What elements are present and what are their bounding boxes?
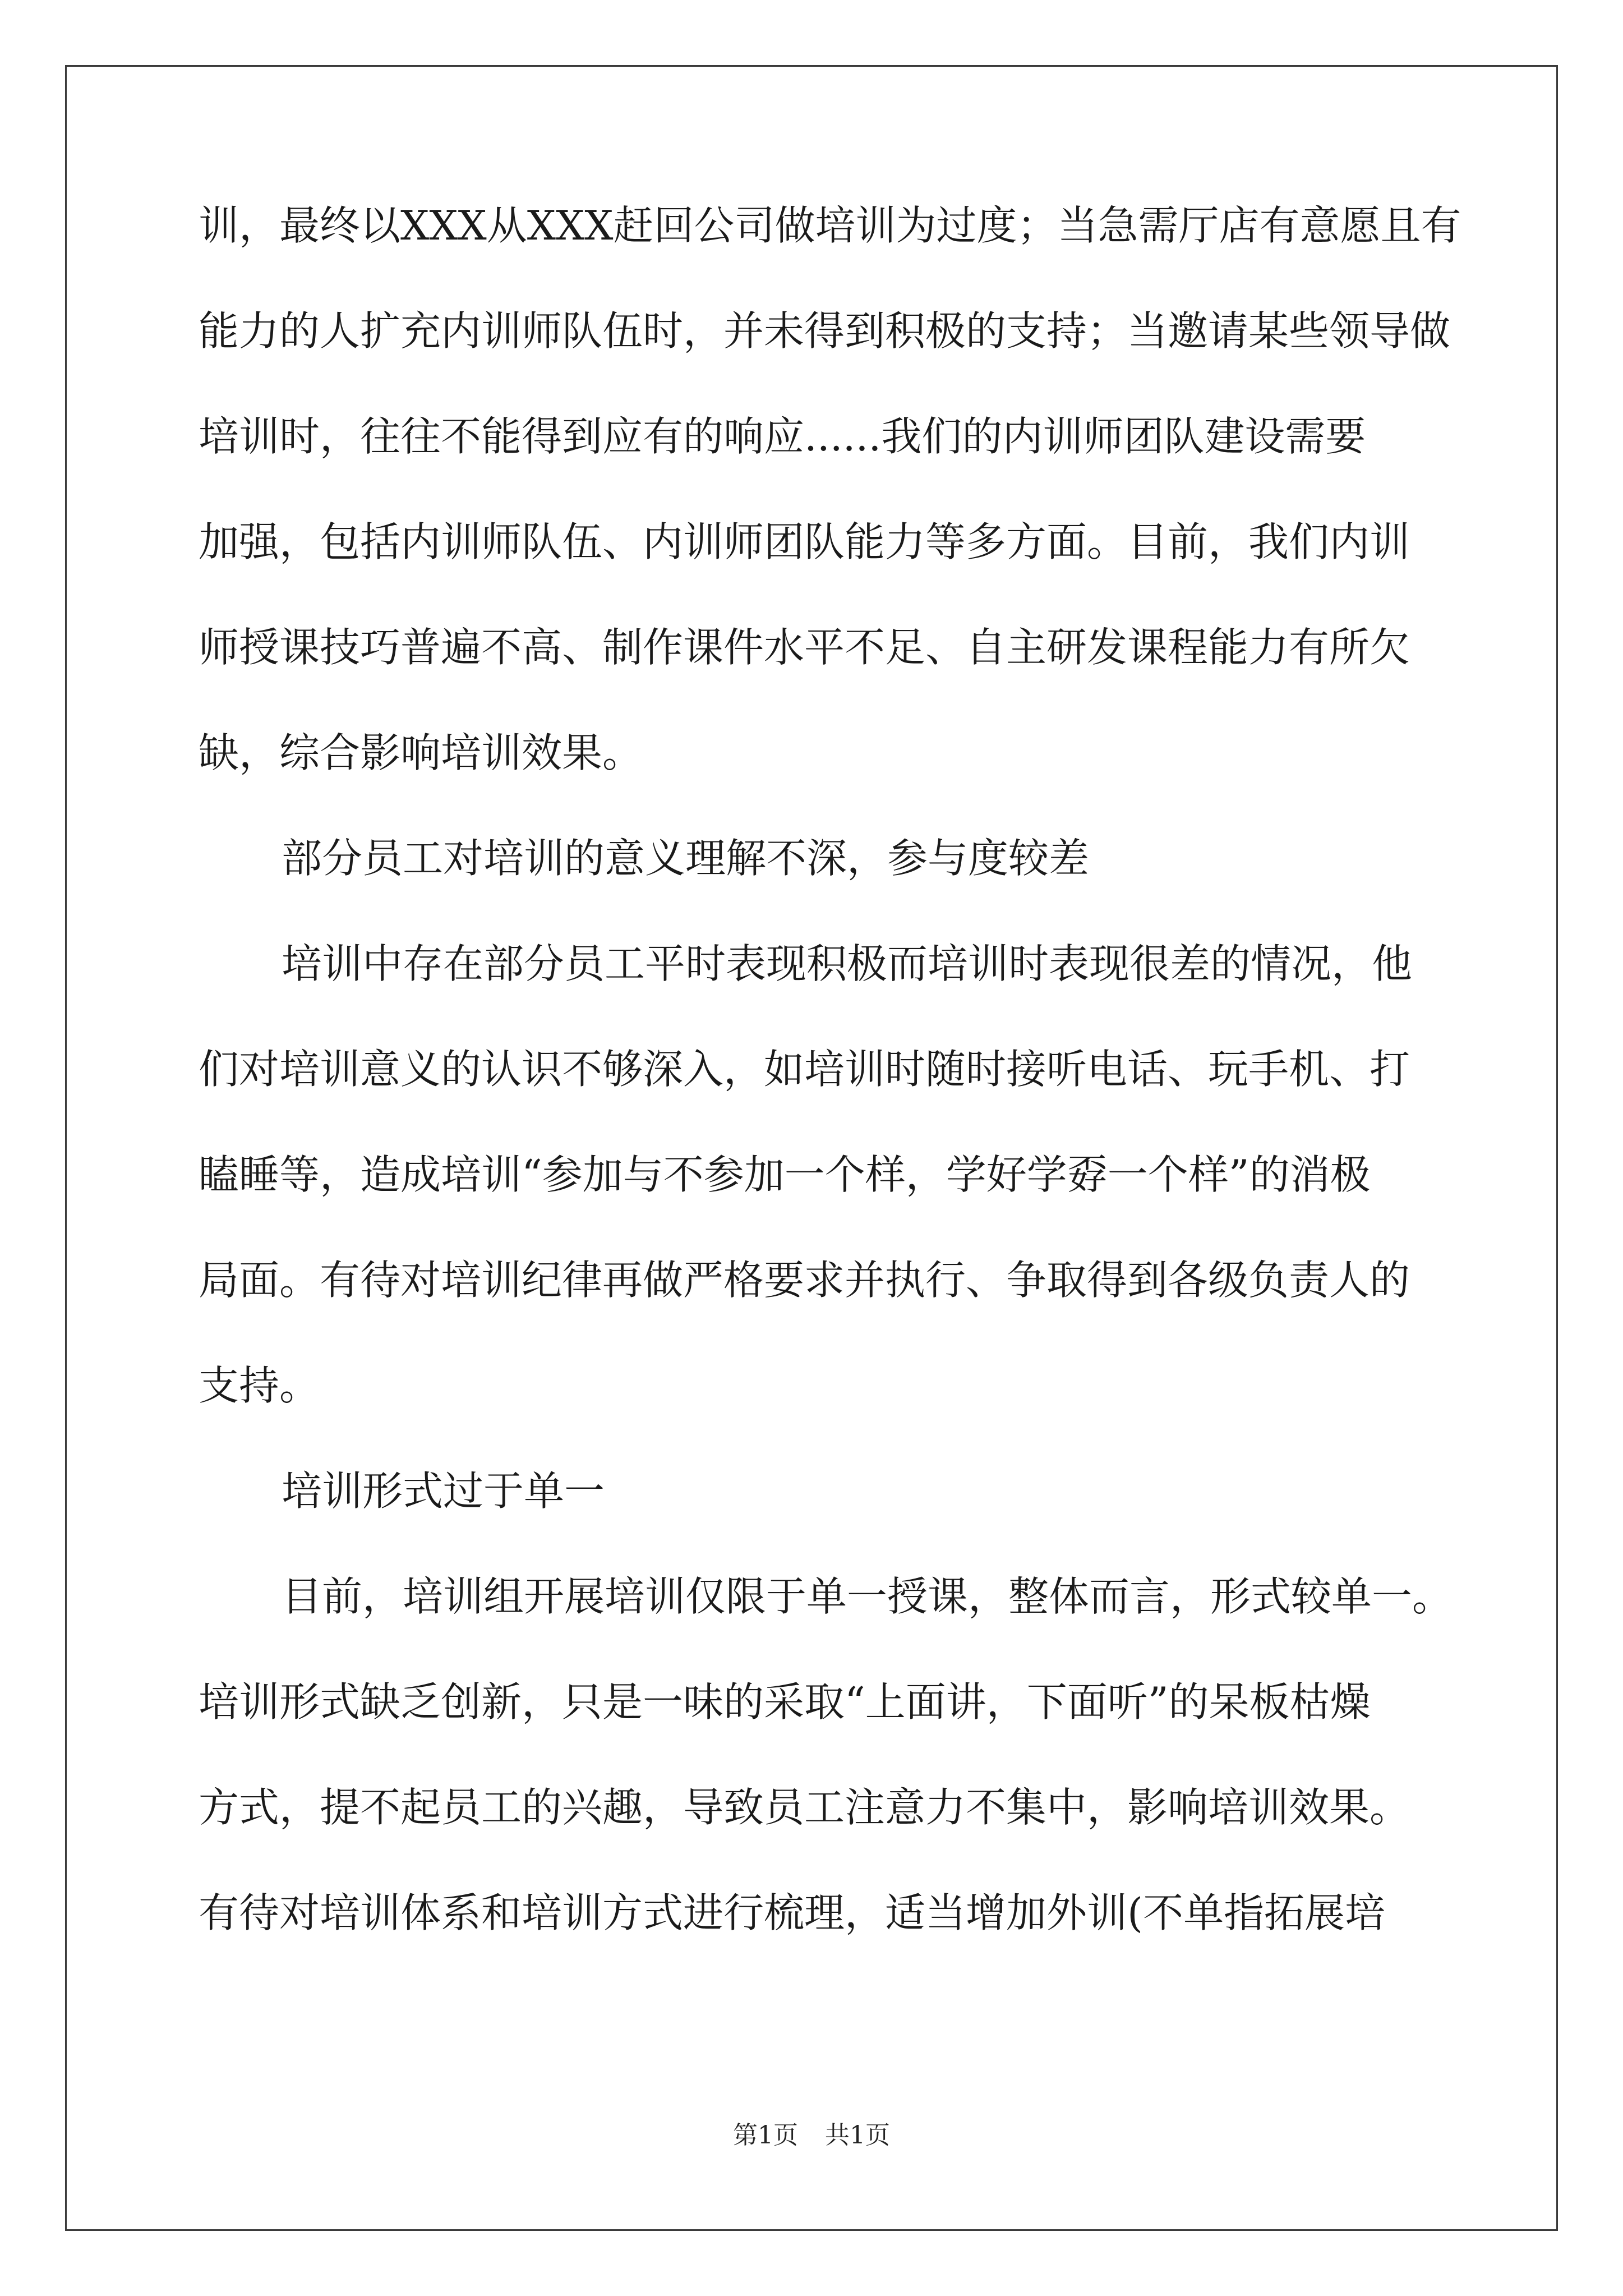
page-total: 共1页	[825, 2121, 890, 2150]
text-line: 支持。	[199, 1362, 320, 1409]
page-footer	[0, 2122, 1623, 2150]
text-line: 师授课技巧普遍不高、制作课件水平不足、自主研发课程能力有所欠	[199, 624, 1410, 671]
text-line: 缺，综合影响培训效果。	[199, 729, 643, 776]
text-line: 加强，包括内训师队伍、内训师团队能力等多方面。目前，我们内训	[199, 518, 1410, 565]
text-line: 有待对培训体系和培训方式进行梳理，适当增加外训(不单指拓展培	[199, 1889, 1386, 1936]
text-line: 训，最终以XXX从XXX赶回公司做培训为过度；当急需厅店有意愿且有	[199, 202, 1461, 249]
text-line: 局面。有待对培训纪律再做严格要求并执行、争取得到各级负责人的	[199, 1257, 1410, 1304]
text-line: 们对培训意义的认识不够深入，如培训时随时接听电话、玩手机、打	[199, 1046, 1410, 1093]
text-line: 培训时，往往不能得到应有的响应......我们的内训师团队建设需要	[199, 413, 1366, 460]
page-number: 第1页	[733, 2121, 798, 2150]
text-line: 能力的人扩充内训师队伍时，并未得到积极的支持；当邀请某些领导做	[199, 307, 1451, 355]
section-heading: 部分员工对培训的意义理解不深，参与度较差	[282, 835, 1090, 882]
text-line: 方式，提不起员工的兴趣，导致员工注意力不集中，影响培训效果。	[199, 1784, 1410, 1831]
text-line: 培训形式缺乏创新，只是一味的采取“上面讲，下面听”的呆板枯燥	[199, 1678, 1371, 1726]
section-heading: 培训形式过于单一	[282, 1467, 605, 1515]
text-line: 瞌睡等，造成培训“参加与不参加一个样，学好学孬一个样”的消极	[199, 1151, 1371, 1198]
text-line: 培训中存在部分员工平时表现积极而培训时表现很差的情况，他	[282, 940, 1413, 987]
text-line: 目前，培训组开展培训仅限于单一授课，整体而言，形式较单一。	[282, 1573, 1453, 1620]
